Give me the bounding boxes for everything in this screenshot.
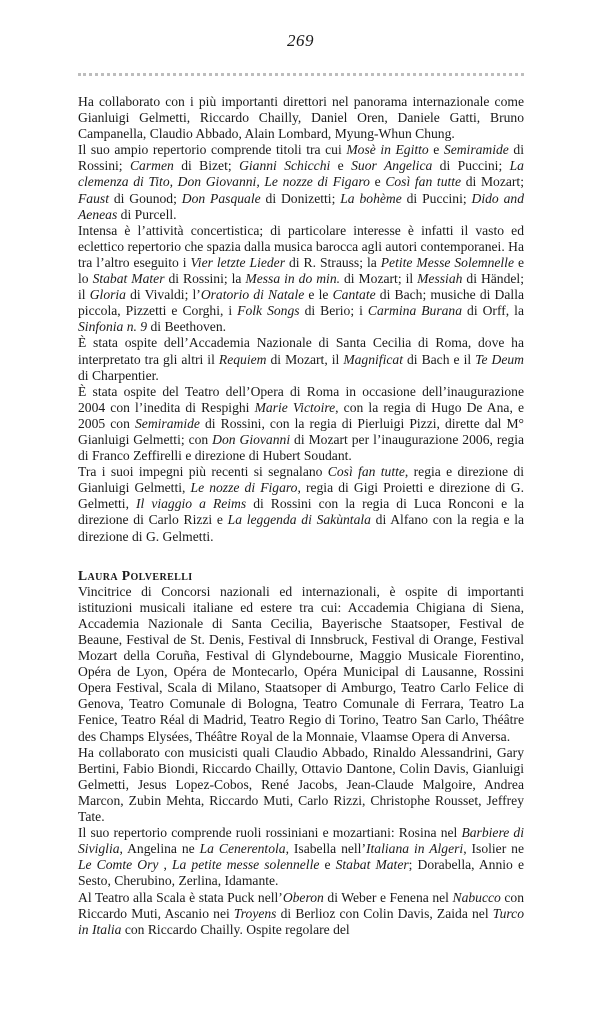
italic-title-text: Carmen [129, 158, 174, 174]
text-run: di Puccini; [432, 158, 510, 174]
paragraph [78, 223, 524, 336]
text-run: di Weber e Fenena nel [323, 889, 453, 905]
page-number: 269 [287, 31, 314, 50]
text-run: Al Teatro alla Scala è stata Puck nell’ [78, 889, 283, 905]
section-heading: Laura Polverelli [78, 567, 193, 583]
text-run: di Vivaldi; l’ [125, 287, 201, 303]
italic-title-text: Italiana in Algeri [366, 841, 464, 857]
paragraph [78, 584, 524, 745]
text-run: di Purcell. [117, 206, 177, 222]
text-run: Vincitrice di Concorsi nazionali ed internazionali, è ospite di importanti istituzioni musicali italiane ed estere tra cui: Accademia Chigiana di Siena, Accademia Nazionale di Santa Cecilia, Bayerische Staatsoper, Festival de Beaune, Festival de St. Denis, Festival di Innsbruck, Festival di Orange, Festival Mozart della Coruña, Festival di Glyndebourne, Maggio Musicale Fiorentino, Opéra de Lyon, Opéra de Montecarlo, Opéra Municipal di Lausanne, Rossini Opera Festival, Scala di Milano, Staatsoper di Amburgo, Teatro Carlo Felice di Genova, Teatro Comunale di Bologna, Teatro Comunale di Ferrara, Teatro La Fenice, Teatro Réal di Madrid, Teatro Regio di Torino, Teatro San Carlo, Théâtre des Champs Elysées, Théâtre Royal de la Monnaie, Vlaamse Opera di Anversa. [78, 583, 524, 744]
text-run: Intensa è l’attività concertistica; di particolare interesse è infatti il vasto ed eclettico repertorio che spazia dalla musica barocca agli autori contemporanei. Ha tra l’altro eseguito i [78, 222, 524, 270]
italic-title-text: Turco in Italia [78, 905, 525, 937]
text-run: di Mozart, il [266, 351, 344, 367]
italic-title-text: Stabat Mater [335, 857, 409, 873]
text-run: Il suo repertorio comprende ruoli rossiniani e mozartiani: Rosina nel [78, 825, 462, 841]
paragraph [78, 335, 524, 383]
text-run: di Mozart; il [340, 271, 418, 287]
paragraph [78, 142, 524, 222]
text-run: , Isolier ne [463, 841, 524, 857]
italic-title-text: Oberon [282, 889, 324, 905]
italic-title-text: Cantate [332, 287, 376, 303]
text-run: di Charpentier. [78, 367, 159, 383]
text-run: di Rossini, con la regia di Pierluigi Pizzi, dirette dal M° Gianluigi Gelmetti; con [78, 415, 524, 447]
text-run: e lo [78, 254, 524, 287]
text-run: , regia di Gigi Proietti e direzione di G. Gelmetti, [78, 480, 524, 512]
italic-title-text: Le nozze di Figaro [190, 480, 298, 496]
italic-title-text: Carmina Burana [367, 303, 463, 319]
text-run: di Mozart per l’inaugurazione 2006, regia di Franco Zeffirelli e direzione di Hubert Soudant. [78, 431, 525, 464]
italic-title-text: Stabat Mater [92, 271, 165, 287]
text-run: di Berio; i [299, 303, 368, 319]
italic-title-text: Don Pasquale [181, 190, 261, 206]
italic-title-text: La petite messe solennelle [171, 857, 320, 873]
text-run: di Orff, la [462, 303, 524, 319]
italic-title-text: Troyens [233, 905, 277, 921]
text-run: Tra i suoi impegni più recenti si segnalano [78, 464, 328, 480]
text-run: di R. Strauss; la [285, 254, 381, 270]
italic-title-text: Le Comte Ory [78, 857, 159, 873]
text-run: di Gounod; [108, 190, 182, 206]
text-run: , regia e direzione di Gianluigi Gelmetti, [78, 464, 524, 496]
text-run: Ha collaborato con musicisti quali Claudio Abbado, Rinaldo Alessandrini, Gary Bertini, Fabio Biondi, Riccardo Chailly, Ottavio Dantone, Colin Davis, Gianluigi Gelmetti, Jesus Lopez-Cobos, René Jacobs, Jean-Claude Malgoire, Andrea Marcon, Zubin Mehta, Riccardo Muti, Carlo Rizzi, Christophe Rousset, Jeffrey Tate. [78, 744, 524, 825]
text-run: di Berlioz con Colin Davis, Zaida nel [276, 905, 493, 921]
italic-title-text: Semiramide [443, 142, 509, 158]
italic-title-text: Così fan tutte [327, 464, 405, 480]
italic-title-text: Gloria [89, 287, 126, 303]
text-run: con Riccardo Chailly. Ospite regolare del [121, 921, 350, 937]
italic-title-text: Don Giovanni [212, 431, 291, 447]
text-run: Ha collaborato con i più importanti direttori nel panorama internazionale come Gianluigi Gelmetti, Riccardo Chailly, Daniel Oren, Daniele Gatti, Bruno Campanella, Claudio Abbado, Alain Lombard, Myung-Whun Chung. [78, 94, 524, 142]
paragraph [78, 94, 524, 142]
text-run: di Bach e il [402, 351, 476, 367]
text-run: di Rossini con la regia di Luca Ronconi e la direzione di Carlo Rizzi e [78, 496, 525, 528]
text-run: di Rossini; [78, 142, 524, 174]
text-run: e [330, 158, 352, 174]
text-run: ; Dorabella, Annio e Sesto, Cherubino, Zerlina, Idamante. [78, 857, 524, 889]
text-run: , Angelina ne [119, 841, 200, 857]
text-run: , Isabella nell’ [285, 841, 366, 857]
paragraph [78, 464, 524, 544]
italic-title-text: Faust [78, 190, 109, 206]
italic-title-text: Il viaggio a Reims [136, 496, 247, 512]
italic-title-text: Suor Angelica [351, 158, 433, 174]
dotted-rule [78, 73, 524, 76]
text-run: di Händel; il [78, 271, 524, 303]
text-run: di Donizetti; [260, 190, 341, 206]
text-run: e [428, 142, 444, 158]
italic-title-text: Requiem [218, 351, 267, 367]
italic-title-text: Vier letzte Lieder [190, 254, 286, 270]
text-run: È stata ospite del Teatro dell’Opera di Roma in occasione dell’inaugurazione 2004 con l’inedita di Respighi [78, 383, 524, 415]
italic-title-text: La Cenerentola [199, 841, 286, 857]
text-run: di Puccini; [401, 190, 472, 206]
text-run: con Riccardo Muti, Ascanio nei [78, 889, 525, 921]
text-run: di Alfano con la regia e la direzione di G. Gelmetti. [78, 512, 525, 544]
text-run: , [158, 857, 172, 873]
italic-title-text: Marie Victoire [254, 399, 336, 415]
italic-title-text: La clemenza di Tito, Don Giovanni, Le nozze di Figaro [78, 158, 524, 190]
italic-title-text: La leggenda di Sakùntala [227, 512, 371, 528]
body-text [78, 94, 524, 938]
italic-title-text: Mosè in Egitto [346, 142, 429, 158]
italic-title-text: Dido and Aeneas [78, 190, 524, 222]
paragraph [78, 384, 524, 464]
text-run: di Rossini; la [164, 271, 246, 287]
italic-title-text: La bohème [340, 190, 402, 206]
text-run: di Mozart; [461, 174, 524, 190]
italic-title-text: Semiramide [134, 415, 200, 431]
text-run: Il suo ampio repertorio comprende titoli tra cui [78, 142, 347, 158]
text-run: , con la regia di Hugo De Ana, e 2005 con [78, 399, 524, 431]
italic-title-text: Messiah [417, 271, 463, 287]
paragraph [78, 825, 524, 889]
text-run: e [369, 174, 386, 190]
italic-title-text: Petite Messe Solemnelle [380, 254, 514, 270]
italic-title-text: Te Deum [475, 351, 525, 367]
italic-title-text: Nabucco [452, 889, 501, 905]
text-run: di Bach; musiche di Dalla piccola, Pizzetti e Corghi, i [78, 287, 524, 319]
italic-title-text: Sinfonia n. 9 [78, 319, 148, 335]
italic-title-text: Messa in do min. [245, 271, 341, 287]
text-run: e [319, 857, 336, 873]
text-run: di Bizet; [173, 158, 240, 174]
italic-title-text: Magnificat [343, 351, 403, 367]
text-run: e le [304, 287, 333, 303]
italic-title-text: Barbiere di Siviglia [78, 825, 524, 857]
italic-title-text: Folk Songs [237, 303, 300, 319]
paragraph [78, 890, 524, 938]
text-run: di Beethoven. [147, 319, 227, 335]
paragraph [78, 745, 524, 825]
italic-title-text: Così fan tutte [385, 174, 462, 190]
text-run: È stata ospite dell’Accademia Nazionale di Santa Cecilia di Roma, dove ha interpretato tra gli altri il [78, 335, 524, 367]
italic-title-text: Oratorio di Natale [200, 287, 305, 303]
italic-title-text: Gianni Schicchi [239, 158, 331, 174]
